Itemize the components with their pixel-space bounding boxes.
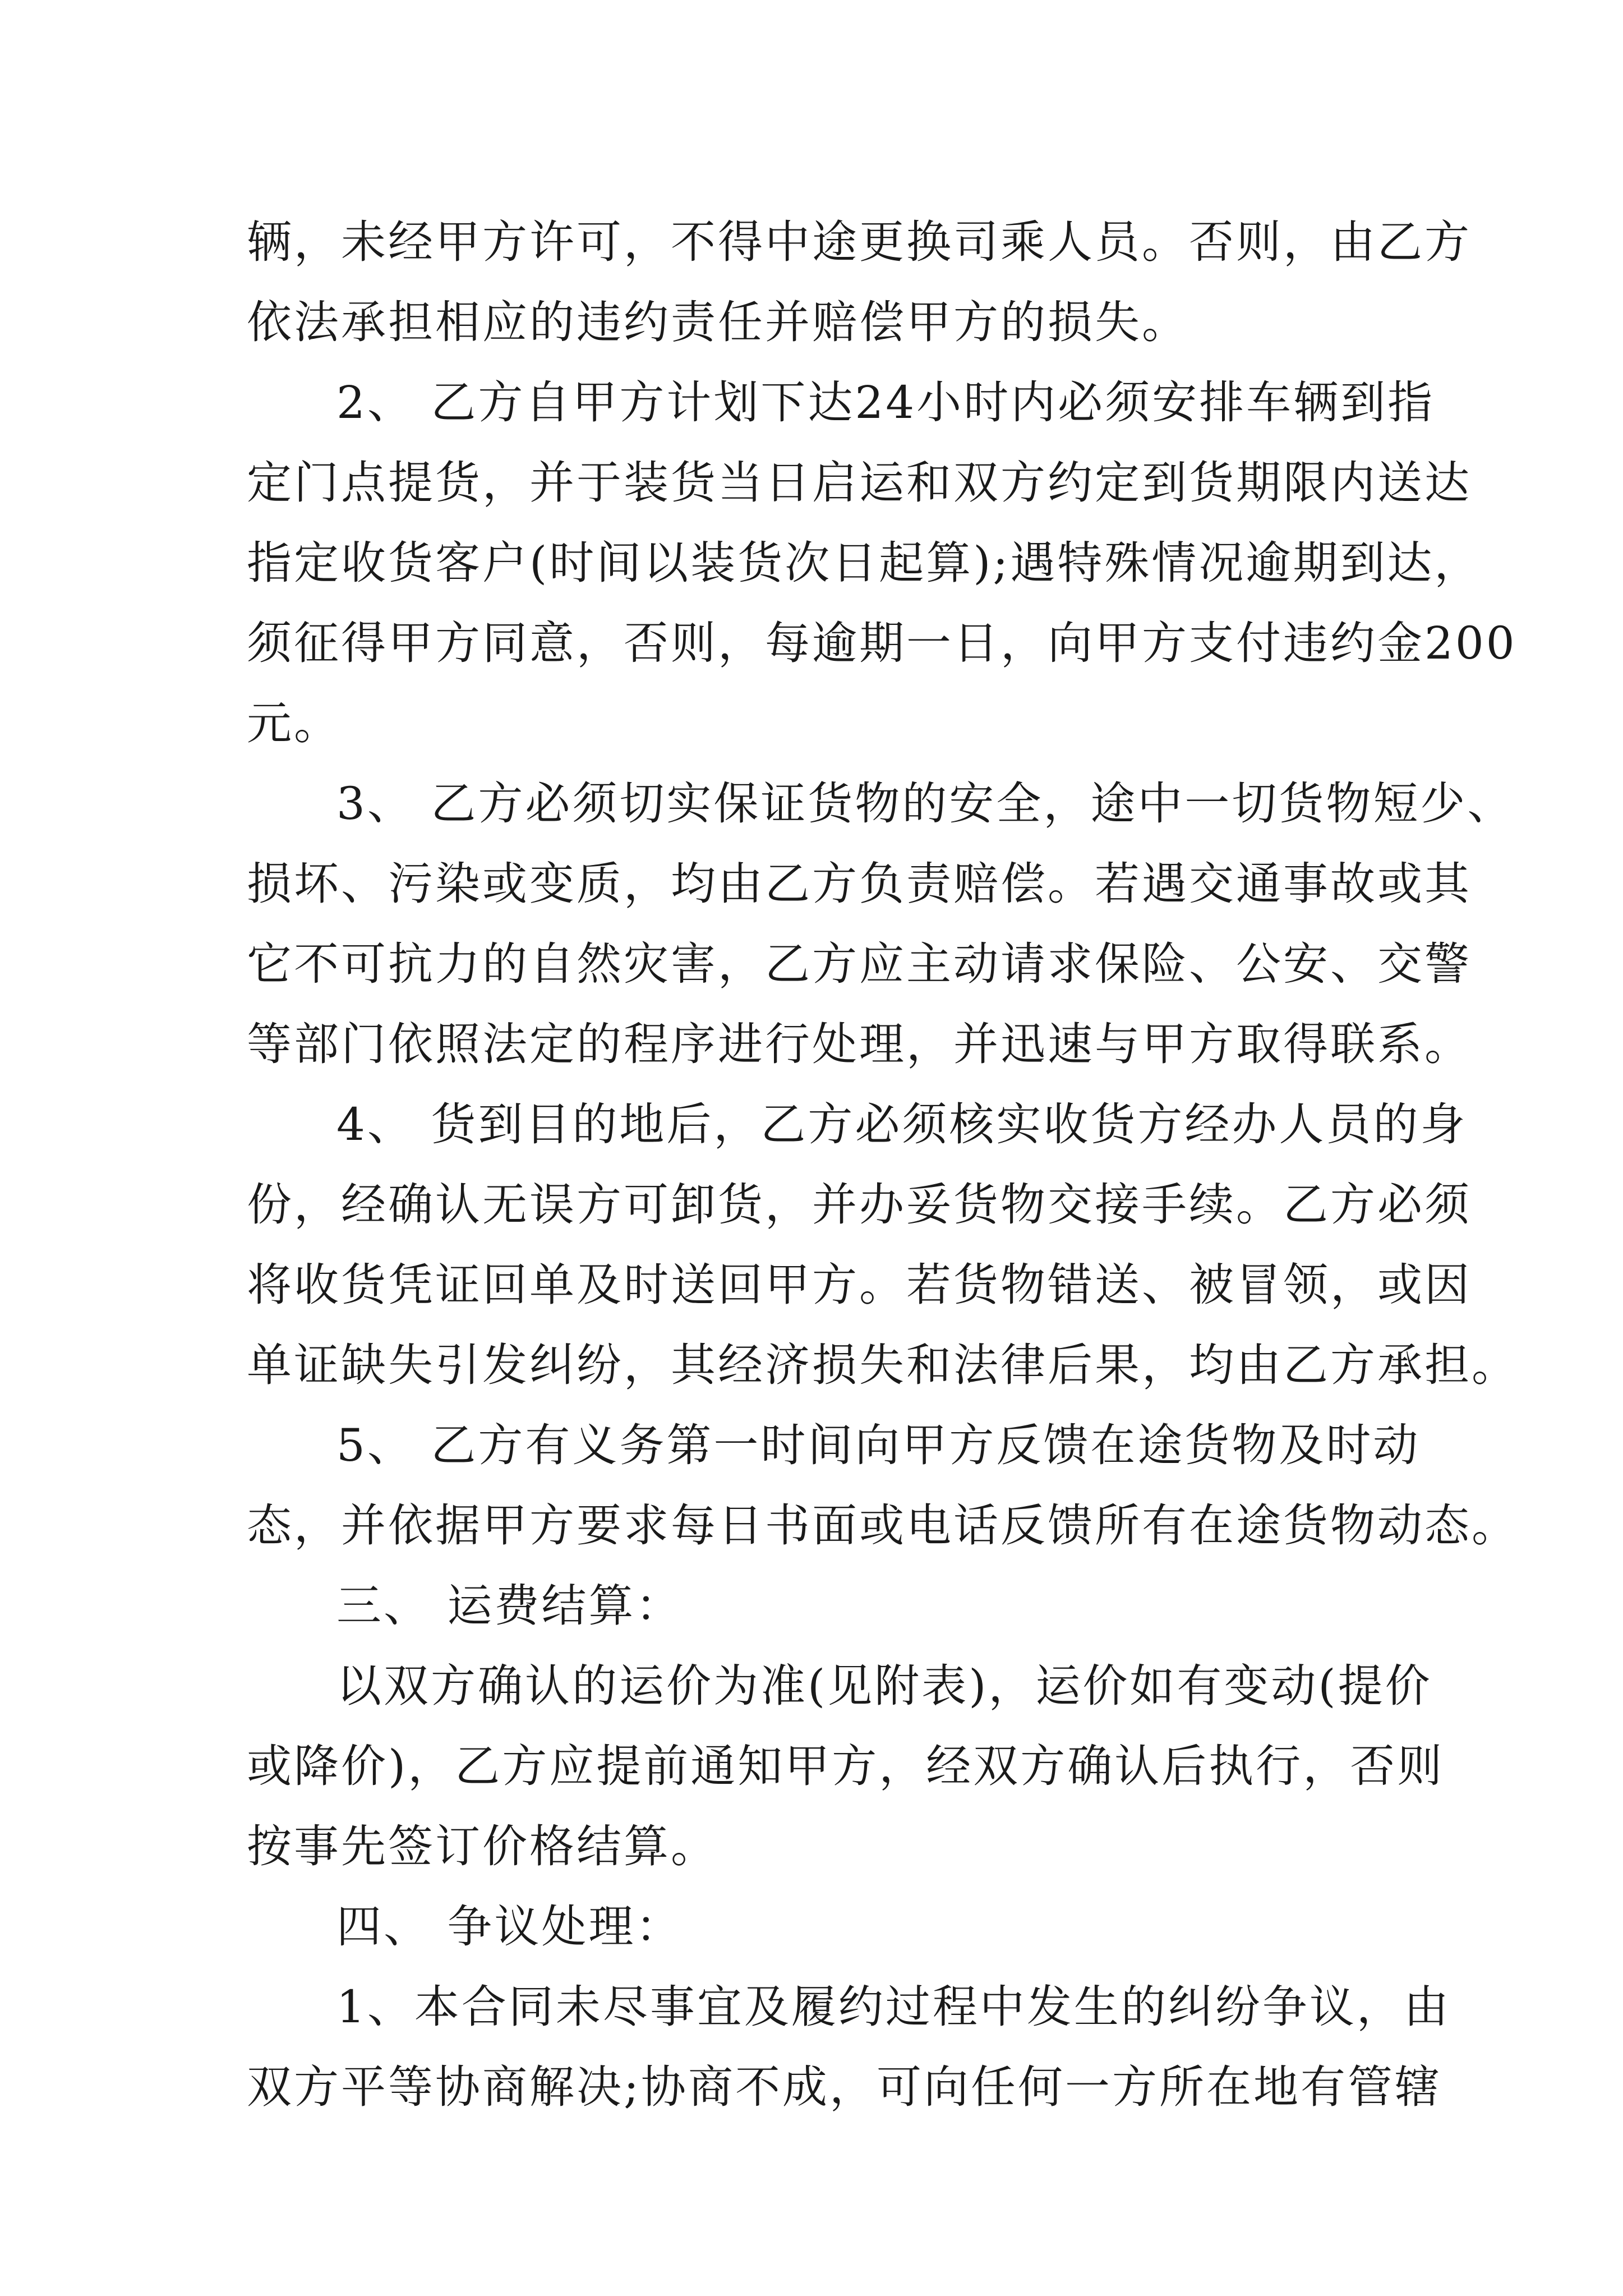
text-line: 按事先签订价格结算。 [247,1820,718,1872]
text-line: 四、 争议处理： [336,1901,683,1953]
text-line: 元。 [247,697,341,749]
text-line: 以双方确认的运价为准(见附表)，运价如有变动(提价 [336,1660,1432,1712]
text-line: 3、 乙方必须切实保证货物的安全，途中一切货物短少、 [336,777,1515,830]
text-line: 它不可抗力的自然灾害，乙方应主动请求保险、公安、交警 [247,938,1472,990]
text-line: 定门点提货，并于装货当日启运和双方约定到货期限内送达 [247,457,1472,509]
text-line: 或降价)，乙方应提前通知甲方，经双方确认后执行，否则 [247,1740,1445,1792]
text-line: 须征得甲方同意，否则，每逾期一日，向甲方支付违约金200 [247,617,1517,669]
text-line: 指定收货客户(时间以装货次日起算);遇特殊情况逾期到达， [247,537,1482,589]
text-line: 态，并依据甲方要求每日书面或电话反馈所有在途货物动态。 [247,1499,1519,1552]
text-line: 辆，未经甲方许可，不得中途更换司乘人员。否则，由乙方 [247,216,1472,268]
text-line: 单证缺失引发纠纷，其经济损失和法律后果，均由乙方承担。 [247,1339,1519,1391]
text-line: 2、 乙方自甲方计划下达24小时内必须安排车辆到指 [336,376,1435,429]
text-line: 等部门依照法定的程序进行处理，并迅速与甲方取得联系。 [247,1018,1472,1070]
text-line: 双方平等协商解决;协商不成，可向任何一方所在地有管辖 [247,2061,1442,2113]
text-line: 依法承担相应的违约责任并赔偿甲方的损失。 [247,296,1189,348]
contract-body-text [247,202,1519,2127]
text-line: 份，经确认无误方可卸货，并办妥货物交接手续。乙方必须 [247,1179,1472,1231]
text-line: 损坏、污染或变质，均由乙方负责赔偿。若遇交通事故或其 [247,858,1472,910]
text-line: 三、 运费结算： [336,1580,683,1632]
text-line: 将收货凭证回单及时送回甲方。若货物错送、被冒领，或因 [247,1259,1472,1311]
text-line: 1、本合同未尽事宜及履约过程中发生的纠纷争议，由 [336,1981,1451,2033]
text-line: 5、 乙方有义务第一时间向甲方反馈在途货物及时动 [336,1419,1421,1471]
text-line: 4、 货到目的地后，乙方必须核实收货方经办人员的身 [336,1098,1468,1151]
